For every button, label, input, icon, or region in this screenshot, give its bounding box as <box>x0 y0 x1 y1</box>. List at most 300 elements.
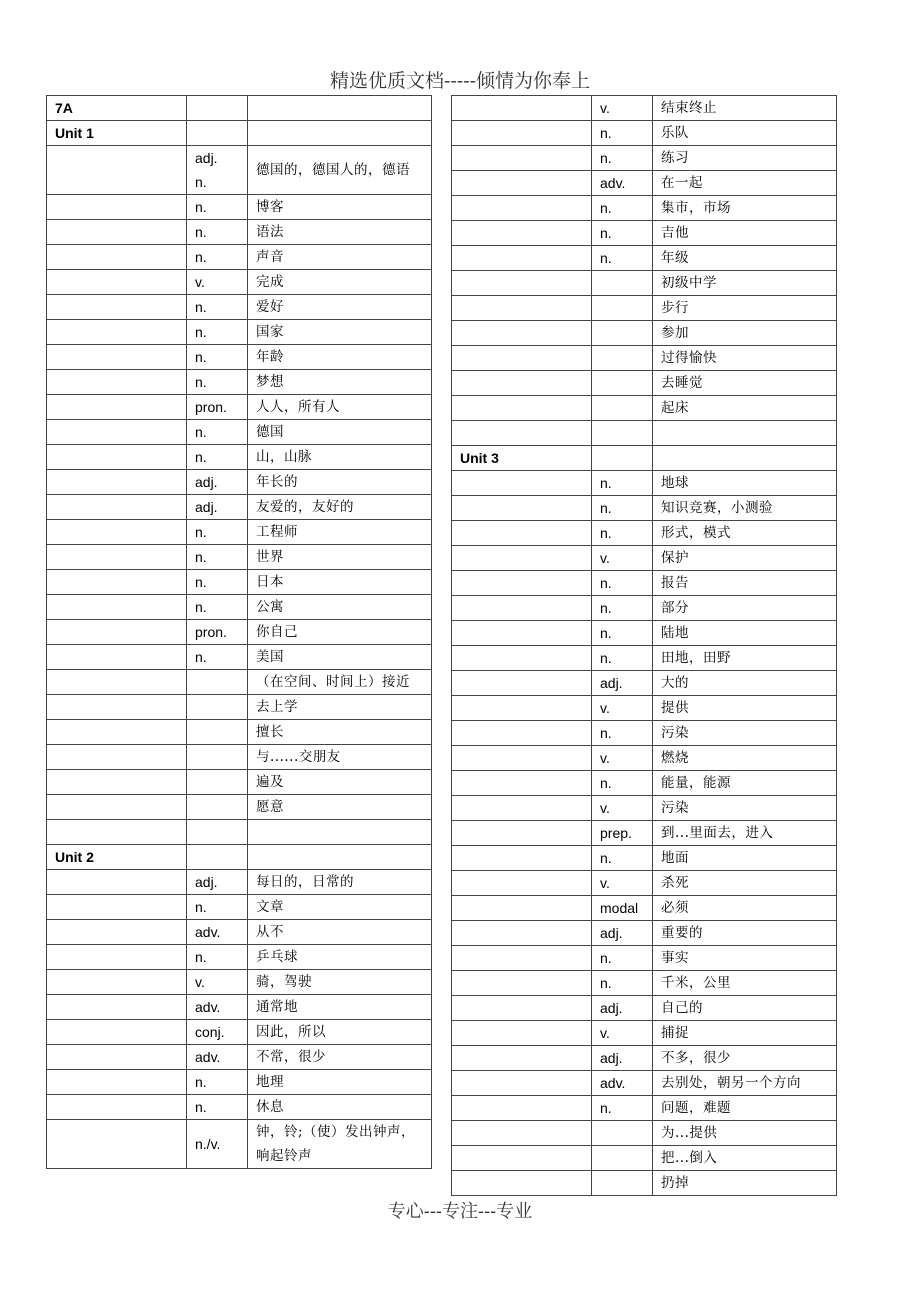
meaning-cell: 部分 <box>653 596 837 621</box>
word-cell <box>47 645 187 670</box>
meaning-cell: 扔掉 <box>653 1171 837 1196</box>
meaning-cell <box>248 121 432 146</box>
meaning-cell: 燃烧 <box>653 746 837 771</box>
meaning-cell: 过得愉快 <box>653 346 837 371</box>
word-cell: Unit 1 <box>47 121 187 146</box>
table-row <box>452 1121 837 1146</box>
part-of-speech-cell: prep. <box>592 821 653 846</box>
part-of-speech-cell: n. <box>187 1095 248 1120</box>
part-of-speech-cell: n. <box>592 846 653 871</box>
word-cell <box>47 895 187 920</box>
meaning-cell: 提供 <box>653 696 837 721</box>
part-of-speech-cell: v. <box>592 96 653 121</box>
word-cell <box>452 921 592 946</box>
table-row <box>452 246 837 271</box>
meaning-cell: 国家 <box>248 320 432 345</box>
page-footer: 专心---专注---专业 <box>387 1201 533 1222</box>
part-of-speech-cell: adj. <box>187 470 248 495</box>
part-of-speech-cell: n. <box>187 195 248 220</box>
word-cell <box>452 271 592 296</box>
table-row <box>452 271 837 296</box>
word-cell <box>452 771 592 796</box>
table-row <box>47 195 432 220</box>
part-of-speech-cell <box>187 820 248 845</box>
meaning-cell: 骑，驾驶 <box>248 970 432 995</box>
table-row <box>452 846 837 871</box>
word-cell <box>452 146 592 171</box>
part-of-speech-cell: n. <box>187 295 248 320</box>
word-cell <box>47 495 187 520</box>
table-row <box>47 920 432 945</box>
word-cell <box>47 695 187 720</box>
table-row <box>452 896 837 921</box>
word-cell <box>452 471 592 496</box>
word-cell <box>452 96 592 121</box>
table-row <box>47 670 432 695</box>
meaning-cell: 地理 <box>248 1070 432 1095</box>
word-cell <box>47 595 187 620</box>
word-cell <box>47 620 187 645</box>
table-row <box>452 821 837 846</box>
table-row <box>452 646 837 671</box>
meaning-cell: 保护 <box>653 546 837 571</box>
part-of-speech-cell: adj. <box>187 495 248 520</box>
word-cell <box>452 696 592 721</box>
meaning-cell: 擅长 <box>248 720 432 745</box>
meaning-cell: 世界 <box>248 545 432 570</box>
table-row <box>47 820 432 845</box>
word-cell <box>47 395 187 420</box>
meaning-cell: 练习 <box>653 146 837 171</box>
part-of-speech-cell: n. <box>592 571 653 596</box>
meaning-cell: 不常，很少 <box>248 1045 432 1070</box>
part-of-speech-cell: modal <box>592 896 653 921</box>
part-of-speech-cell: n. <box>592 621 653 646</box>
table-row <box>47 146 432 195</box>
meaning-cell: 德国的，德国人的，德语 <box>248 146 432 195</box>
meaning-cell: 愿意 <box>248 795 432 820</box>
meaning-cell: 乐队 <box>653 121 837 146</box>
table-row <box>452 1146 837 1171</box>
word-cell <box>452 1121 592 1146</box>
part-of-speech-cell: pron. <box>187 620 248 645</box>
part-of-speech-cell: n. <box>187 245 248 270</box>
part-of-speech-cell <box>187 96 248 121</box>
meaning-cell: 遍及 <box>248 770 432 795</box>
table-row <box>47 745 432 770</box>
table-row <box>452 746 837 771</box>
meaning-cell: 公寓 <box>248 595 432 620</box>
meaning-cell: 日本 <box>248 570 432 595</box>
table-row <box>47 870 432 895</box>
part-of-speech-cell: n. <box>592 496 653 521</box>
table-row <box>452 696 837 721</box>
word-cell <box>452 946 592 971</box>
part-of-speech-cell: v. <box>592 796 653 821</box>
part-of-speech-cell: adj. <box>592 996 653 1021</box>
meaning-cell: 初级中学 <box>653 271 837 296</box>
vocabulary-table-right <box>451 95 837 1196</box>
part-of-speech-cell <box>187 121 248 146</box>
meaning-cell: 地面 <box>653 846 837 871</box>
word-cell <box>47 1045 187 1070</box>
table-row <box>452 496 837 521</box>
table-row <box>47 245 432 270</box>
part-of-speech-cell: adj. n. <box>187 146 248 195</box>
table-row <box>47 320 432 345</box>
table-row <box>47 795 432 820</box>
table-row <box>47 295 432 320</box>
part-of-speech-cell: n. <box>187 220 248 245</box>
word-cell <box>452 246 592 271</box>
part-of-speech-cell: n. <box>592 221 653 246</box>
word-cell <box>47 670 187 695</box>
meaning-cell: 报告 <box>653 571 837 596</box>
meaning-cell: 年龄 <box>248 345 432 370</box>
table-row <box>452 1171 837 1196</box>
meaning-cell: 年长的 <box>248 470 432 495</box>
word-cell <box>47 820 187 845</box>
part-of-speech-cell: n. <box>592 521 653 546</box>
part-of-speech-cell: adv. <box>187 1045 248 1070</box>
word-cell <box>452 521 592 546</box>
word-cell <box>47 345 187 370</box>
table-row <box>452 571 837 596</box>
word-cell <box>452 121 592 146</box>
table-row <box>452 871 837 896</box>
table-row <box>47 620 432 645</box>
section-header-row <box>452 446 837 471</box>
part-of-speech-cell: adj. <box>592 921 653 946</box>
part-of-speech-cell: n. <box>592 771 653 796</box>
table-row <box>47 1045 432 1070</box>
part-of-speech-cell: n. <box>187 645 248 670</box>
part-of-speech-cell: n. <box>187 545 248 570</box>
part-of-speech-cell <box>592 321 653 346</box>
table-row <box>452 546 837 571</box>
part-of-speech-cell <box>187 695 248 720</box>
table-row <box>452 346 837 371</box>
part-of-speech-cell: n. <box>187 420 248 445</box>
word-cell <box>47 245 187 270</box>
table-row <box>452 121 837 146</box>
meaning-cell: 陆地 <box>653 621 837 646</box>
table-row <box>452 996 837 1021</box>
word-cell <box>452 621 592 646</box>
part-of-speech-cell: v. <box>187 270 248 295</box>
meaning-cell: 友爱的，友好的 <box>248 495 432 520</box>
part-of-speech-cell: n. <box>592 196 653 221</box>
meaning-cell: 去别处，朝另一个方向 <box>653 1071 837 1096</box>
part-of-speech-cell <box>592 446 653 471</box>
word-cell <box>47 220 187 245</box>
table-row <box>452 146 837 171</box>
word-cell <box>47 720 187 745</box>
part-of-speech-cell: n. <box>592 971 653 996</box>
table-row <box>47 770 432 795</box>
word-cell <box>47 1070 187 1095</box>
word-cell: Unit 2 <box>47 845 187 870</box>
table-row <box>452 1046 837 1071</box>
meaning-cell: 声音 <box>248 245 432 270</box>
part-of-speech-cell: n. <box>187 370 248 395</box>
table-row <box>452 796 837 821</box>
word-cell <box>452 721 592 746</box>
table-row <box>47 695 432 720</box>
word-cell <box>47 795 187 820</box>
part-of-speech-cell: n. <box>592 121 653 146</box>
word-cell <box>47 920 187 945</box>
section-header-row <box>47 845 432 870</box>
word-cell <box>452 871 592 896</box>
part-of-speech-cell <box>187 770 248 795</box>
meaning-cell: 语法 <box>248 220 432 245</box>
part-of-speech-cell <box>187 720 248 745</box>
table-row <box>452 321 837 346</box>
meaning-cell: 大的 <box>653 671 837 696</box>
word-cell <box>452 846 592 871</box>
table-row <box>47 220 432 245</box>
table-row <box>452 946 837 971</box>
part-of-speech-cell: adv. <box>187 995 248 1020</box>
meaning-cell: 污染 <box>653 721 837 746</box>
meaning-cell: 博客 <box>248 195 432 220</box>
table-row <box>47 345 432 370</box>
word-cell <box>452 321 592 346</box>
meaning-cell: 捕捉 <box>653 1021 837 1046</box>
part-of-speech-cell: n. <box>592 721 653 746</box>
word-cell <box>452 1096 592 1121</box>
meaning-cell: 重要的 <box>653 921 837 946</box>
meaning-cell: 到...里面去，进入 <box>653 821 837 846</box>
meaning-cell: 必须 <box>653 896 837 921</box>
word-cell <box>452 571 592 596</box>
word-cell <box>452 896 592 921</box>
table-row <box>452 721 837 746</box>
part-of-speech-cell: n. <box>592 1096 653 1121</box>
part-of-speech-cell: n./v. <box>187 1120 248 1169</box>
table-row <box>47 495 432 520</box>
part-of-speech-cell: n. <box>187 520 248 545</box>
word-cell <box>47 270 187 295</box>
table-row <box>47 570 432 595</box>
section-header-row <box>47 121 432 146</box>
part-of-speech-cell <box>592 371 653 396</box>
word-cell <box>452 346 592 371</box>
word-cell <box>47 970 187 995</box>
word-cell <box>47 1120 187 1169</box>
table-row <box>47 420 432 445</box>
meaning-cell: 为...提供 <box>653 1121 837 1146</box>
part-of-speech-cell: n. <box>187 1070 248 1095</box>
meaning-cell: 工程师 <box>248 520 432 545</box>
table-row <box>47 370 432 395</box>
word-cell <box>47 520 187 545</box>
table-row <box>452 421 837 446</box>
word-cell: Unit 3 <box>452 446 592 471</box>
word-cell <box>452 371 592 396</box>
word-cell <box>452 1046 592 1071</box>
meaning-cell: 休息 <box>248 1095 432 1120</box>
table-row <box>47 545 432 570</box>
table-row <box>452 196 837 221</box>
table-row <box>452 521 837 546</box>
part-of-speech-cell: n. <box>592 646 653 671</box>
table-row <box>47 1095 432 1120</box>
word-cell: 7A <box>47 96 187 121</box>
meaning-cell: 集市，市场 <box>653 196 837 221</box>
word-cell <box>47 470 187 495</box>
meaning-cell: （在空间、时间上）接近 <box>248 670 432 695</box>
table-row <box>452 471 837 496</box>
part-of-speech-cell: n. <box>187 570 248 595</box>
part-of-speech-cell: n. <box>592 946 653 971</box>
part-of-speech-cell <box>592 271 653 296</box>
word-cell <box>47 1020 187 1045</box>
table-row <box>47 395 432 420</box>
meaning-cell: 人人，所有人 <box>248 395 432 420</box>
table-row <box>452 371 837 396</box>
meaning-cell: 杀死 <box>653 871 837 896</box>
table-row <box>47 1020 432 1045</box>
table-row <box>452 296 837 321</box>
table-row <box>452 1021 837 1046</box>
part-of-speech-cell: n. <box>592 246 653 271</box>
part-of-speech-cell <box>592 1121 653 1146</box>
part-of-speech-cell: pron. <box>187 395 248 420</box>
part-of-speech-cell: v. <box>187 970 248 995</box>
meaning-cell: 每日的，日常的 <box>248 870 432 895</box>
meaning-cell: 文章 <box>248 895 432 920</box>
word-cell <box>47 945 187 970</box>
word-cell <box>452 396 592 421</box>
part-of-speech-cell: n. <box>187 895 248 920</box>
part-of-speech-cell: v. <box>592 546 653 571</box>
table-row <box>47 1120 432 1169</box>
part-of-speech-cell: n. <box>187 320 248 345</box>
table-row <box>47 595 432 620</box>
part-of-speech-cell <box>592 1146 653 1171</box>
table-row <box>47 470 432 495</box>
part-of-speech-cell: n. <box>592 146 653 171</box>
part-of-speech-cell <box>187 745 248 770</box>
meaning-cell: 山，山脉 <box>248 445 432 470</box>
page-header: 精选优质文档-----倾情为你奉上 <box>329 70 591 92</box>
meaning-cell: 不多，很少 <box>653 1046 837 1071</box>
meaning-cell: 通常地 <box>248 995 432 1020</box>
meaning-cell: 在一起 <box>653 171 837 196</box>
meaning-cell: 自己的 <box>653 996 837 1021</box>
table-row <box>47 995 432 1020</box>
table-row <box>47 1070 432 1095</box>
meaning-cell: 千米，公里 <box>653 971 837 996</box>
meaning-cell: 因此，所以 <box>248 1020 432 1045</box>
part-of-speech-cell <box>187 795 248 820</box>
table-row <box>452 221 837 246</box>
word-cell <box>47 195 187 220</box>
word-cell <box>452 1146 592 1171</box>
word-cell <box>452 596 592 621</box>
word-cell <box>47 995 187 1020</box>
meaning-cell: 吉他 <box>653 221 837 246</box>
part-of-speech-cell <box>592 396 653 421</box>
meaning-cell: 与......交朋友 <box>248 745 432 770</box>
word-cell <box>452 971 592 996</box>
table-row <box>452 971 837 996</box>
word-cell <box>452 171 592 196</box>
part-of-speech-cell <box>187 845 248 870</box>
word-cell <box>47 445 187 470</box>
meaning-cell <box>653 446 837 471</box>
vocabulary-table-left <box>46 95 432 1169</box>
meaning-cell: 地球 <box>653 471 837 496</box>
meaning-cell <box>248 820 432 845</box>
word-cell <box>452 796 592 821</box>
word-cell <box>47 545 187 570</box>
word-cell <box>452 996 592 1021</box>
meaning-cell: 乒乓球 <box>248 945 432 970</box>
meaning-cell: 田地，田野 <box>653 646 837 671</box>
meaning-cell: 能量，能源 <box>653 771 837 796</box>
table-row <box>452 596 837 621</box>
part-of-speech-cell: v. <box>592 1021 653 1046</box>
meaning-cell: 你自己 <box>248 620 432 645</box>
part-of-speech-cell: n. <box>187 445 248 470</box>
word-cell <box>47 870 187 895</box>
part-of-speech-cell: n. <box>592 471 653 496</box>
section-header-row <box>47 96 432 121</box>
word-cell <box>452 496 592 521</box>
meaning-cell: 去上学 <box>248 695 432 720</box>
table-row <box>452 621 837 646</box>
table-row <box>452 771 837 796</box>
table-row <box>47 645 432 670</box>
word-cell <box>47 295 187 320</box>
word-cell <box>47 570 187 595</box>
table-row <box>47 945 432 970</box>
table-row <box>452 396 837 421</box>
table-row <box>47 720 432 745</box>
part-of-speech-cell <box>187 670 248 695</box>
part-of-speech-cell: n. <box>187 595 248 620</box>
word-cell <box>452 296 592 321</box>
part-of-speech-cell: adv. <box>187 920 248 945</box>
meaning-cell <box>248 845 432 870</box>
word-cell <box>452 1071 592 1096</box>
part-of-speech-cell: adv. <box>592 1071 653 1096</box>
word-cell <box>452 821 592 846</box>
word-cell <box>47 745 187 770</box>
word-cell <box>47 370 187 395</box>
table-row <box>47 895 432 920</box>
table-row <box>47 445 432 470</box>
part-of-speech-cell <box>592 421 653 446</box>
word-cell <box>452 196 592 221</box>
table-row <box>452 671 837 696</box>
meaning-cell: 事实 <box>653 946 837 971</box>
meaning-cell: 结束终止 <box>653 96 837 121</box>
meaning-cell: 年级 <box>653 246 837 271</box>
word-cell <box>47 320 187 345</box>
part-of-speech-cell: adj. <box>592 671 653 696</box>
meaning-cell: 钟，铃;（使）发出钟声，响起铃声 <box>248 1120 432 1169</box>
part-of-speech-cell <box>592 296 653 321</box>
part-of-speech-cell <box>592 346 653 371</box>
word-cell <box>452 746 592 771</box>
word-cell <box>452 1021 592 1046</box>
part-of-speech-cell: adj. <box>187 870 248 895</box>
table-row <box>47 270 432 295</box>
